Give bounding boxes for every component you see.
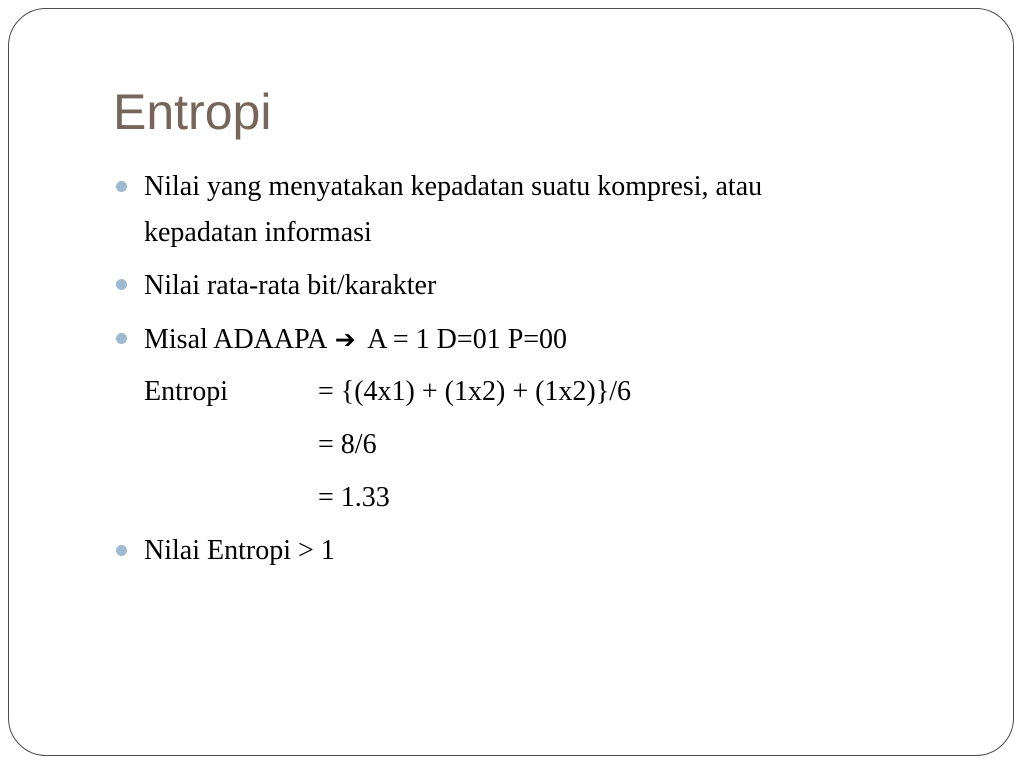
bullet-3-prefix: Misal ADAAPA [144, 324, 326, 355]
bullet-2-text: Nilai rata-rata bit/karakter [144, 270, 437, 301]
bullet-icon [116, 545, 127, 556]
calc-line-1: = {(4x1) + (1x2) + (1x2)}/6 [318, 376, 631, 407]
calc-line-3: = 1.33 [318, 482, 390, 513]
calc-line-2: = 8/6 [318, 429, 377, 460]
bullet-3-suffix: A = 1 D=01 P=00 [367, 324, 568, 355]
bullet-4-text: Nilai Entropi > 1 [144, 535, 335, 566]
bullet-icon [116, 181, 127, 192]
bullet-3 [144, 317, 567, 362]
bullet-icon [116, 279, 127, 290]
bullet-icon [116, 333, 127, 344]
slide-title: Entropi [113, 84, 272, 140]
bullet-1-line-2: kepadatan informasi [144, 217, 372, 248]
right-arrow-icon: ➔ [334, 325, 356, 354]
calc-label: Entropi [144, 376, 228, 407]
bullet-1-line-1: Nilai yang menyatakan kepadatan suatu kompresi, atau [144, 171, 763, 202]
